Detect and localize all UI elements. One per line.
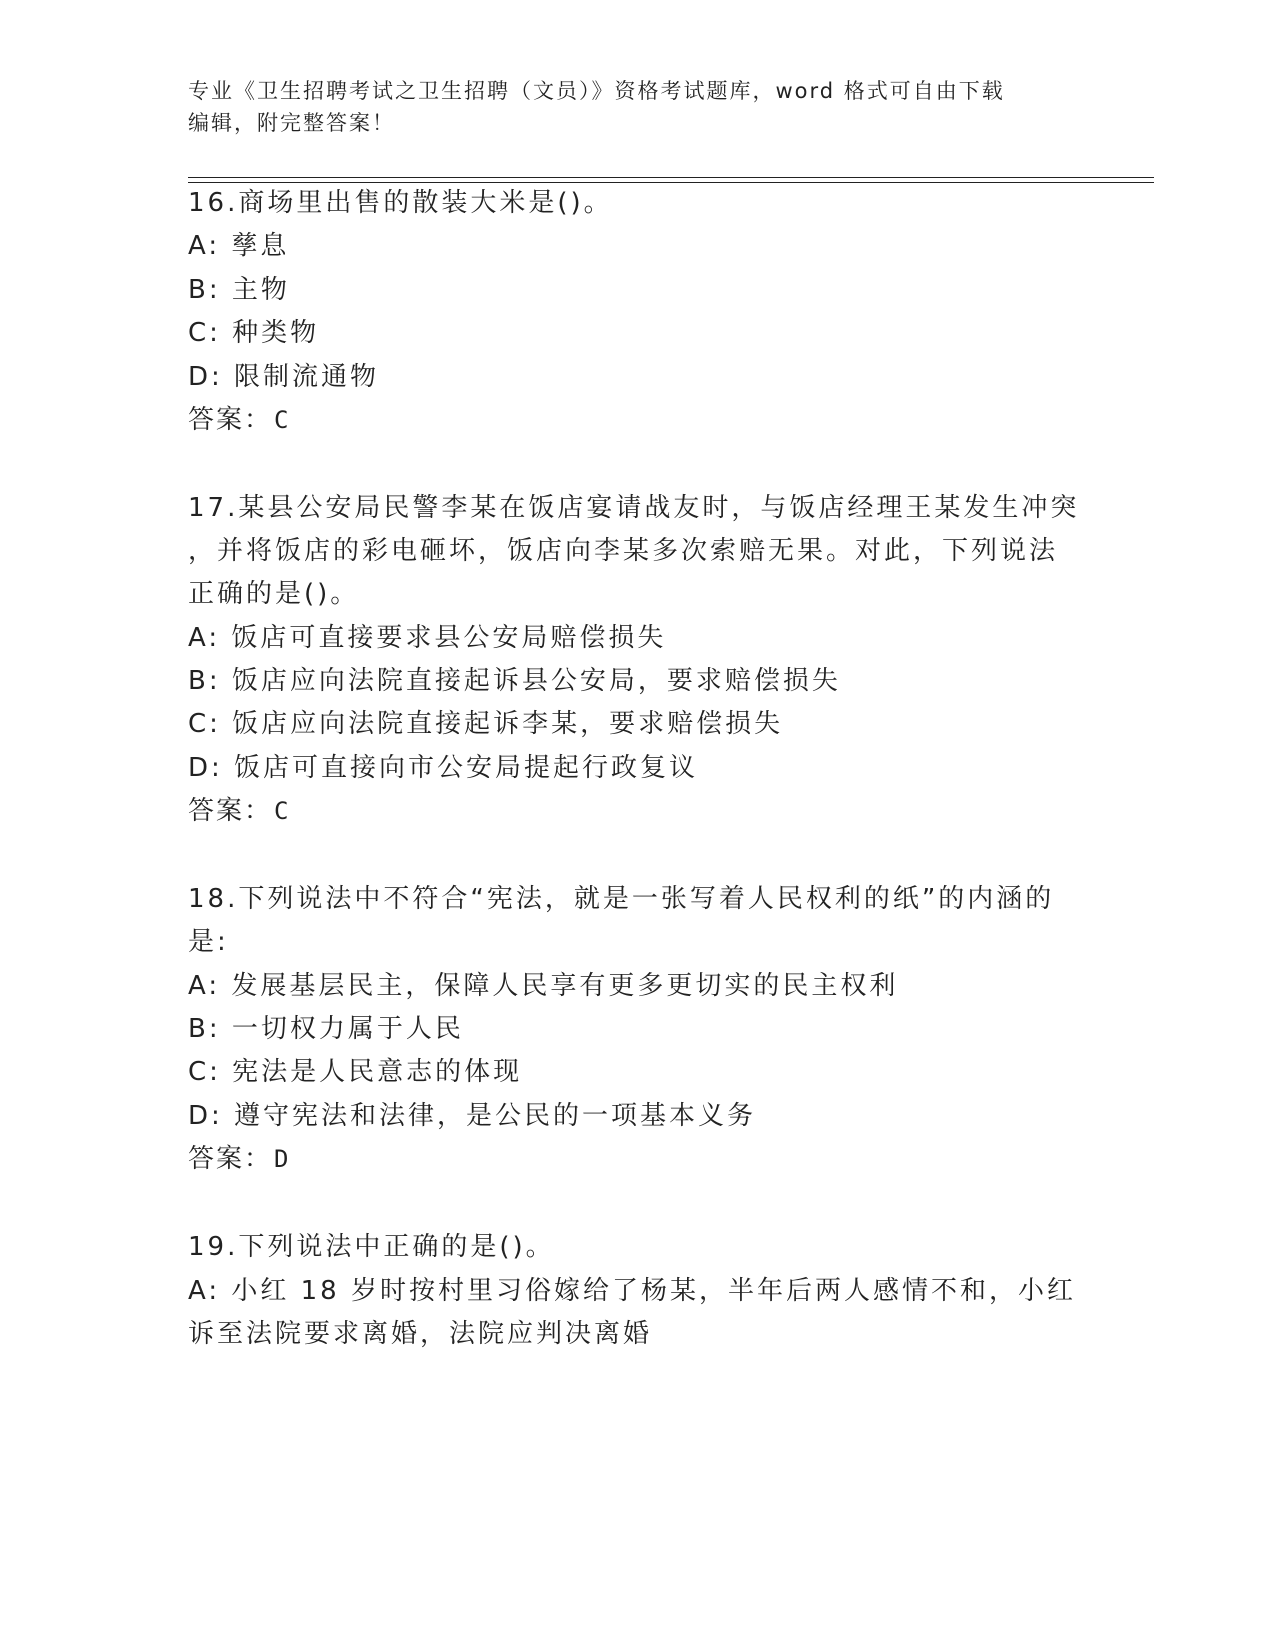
question-17-option-a: A: 饭店可直接要求县公安局赔偿损失 (188, 623, 667, 653)
question-17-option-b: B: 饭店应向法院直接起诉县公安局，要求赔偿损失 (188, 666, 841, 696)
answer-label: 答案： (188, 1144, 273, 1174)
question-17-stem-line-2: ，并将饭店的彩电砸坏，饭店向李某多次索赔无果。对此，下列说法 (188, 536, 1059, 566)
question-17-option-d: D: 饭店可直接向市公安局提起行政复议 (188, 753, 699, 783)
answer-value: C (274, 797, 291, 825)
question-16-option-d: D: 限制流通物 (188, 362, 380, 392)
question-19-option-a-line-1: A: 小红 18 岁时按村里习俗嫁给了杨某，半年后两人感情不和，小红 (188, 1276, 1076, 1306)
question-18-answer (188, 1142, 290, 1176)
answer-value: C (274, 406, 291, 434)
header-text-line-1: 专业《卫生招聘考试之卫生招聘（文员）》资格考试题库，word 格式可自由下载 (188, 79, 1005, 103)
question-18-option-c: C: 宪法是人民意志的体现 (188, 1057, 523, 1087)
question-17-option-c: C: 饭店应向法院直接起诉李某，要求赔偿损失 (188, 709, 784, 739)
answer-value: D (274, 1145, 291, 1173)
question-19-stem: 19.下列说法中正确的是()。 (188, 1232, 555, 1262)
question-19-option-a-line-2: 诉至法院要求离婚，法院应判决离婚 (188, 1319, 653, 1349)
question-18-option-b: B: 一切权力属于人民 (188, 1014, 464, 1044)
question-16-option-c: C: 种类物 (188, 318, 320, 348)
question-17-stem-line-3: 正确的是()。 (188, 579, 360, 609)
header-text-line-2: 编辑，附完整答案！ (188, 111, 395, 135)
question-17-stem-line-1: 17.某县公安局民警李某在饭店宴请战友时，与饭店经理王某发生冲突 (188, 493, 1080, 523)
question-18-stem-line-2: 是: (188, 927, 229, 957)
question-16-stem: 16.商场里出售的散装大米是()。 (188, 188, 613, 218)
question-18-option-a: A: 发展基层民主，保障人民享有更多更切实的民主权利 (188, 971, 899, 1001)
question-18-option-d: D: 遵守宪法和法律，是公民的一项基本义务 (188, 1101, 757, 1131)
header-divider-top (188, 177, 1154, 178)
answer-label: 答案： (188, 405, 273, 435)
answer-label: 答案： (188, 796, 273, 826)
question-17-answer (188, 794, 290, 828)
header-divider-bottom (188, 182, 1154, 183)
question-18-stem-line-1: 18.下列说法中不符合“宪法，就是一张写着人民权利的纸”的内涵的 (188, 884, 1055, 914)
question-16-option-a: A: 孳息 (188, 231, 290, 261)
question-16-option-b: B: 主物 (188, 275, 290, 305)
question-16-answer (188, 403, 290, 437)
